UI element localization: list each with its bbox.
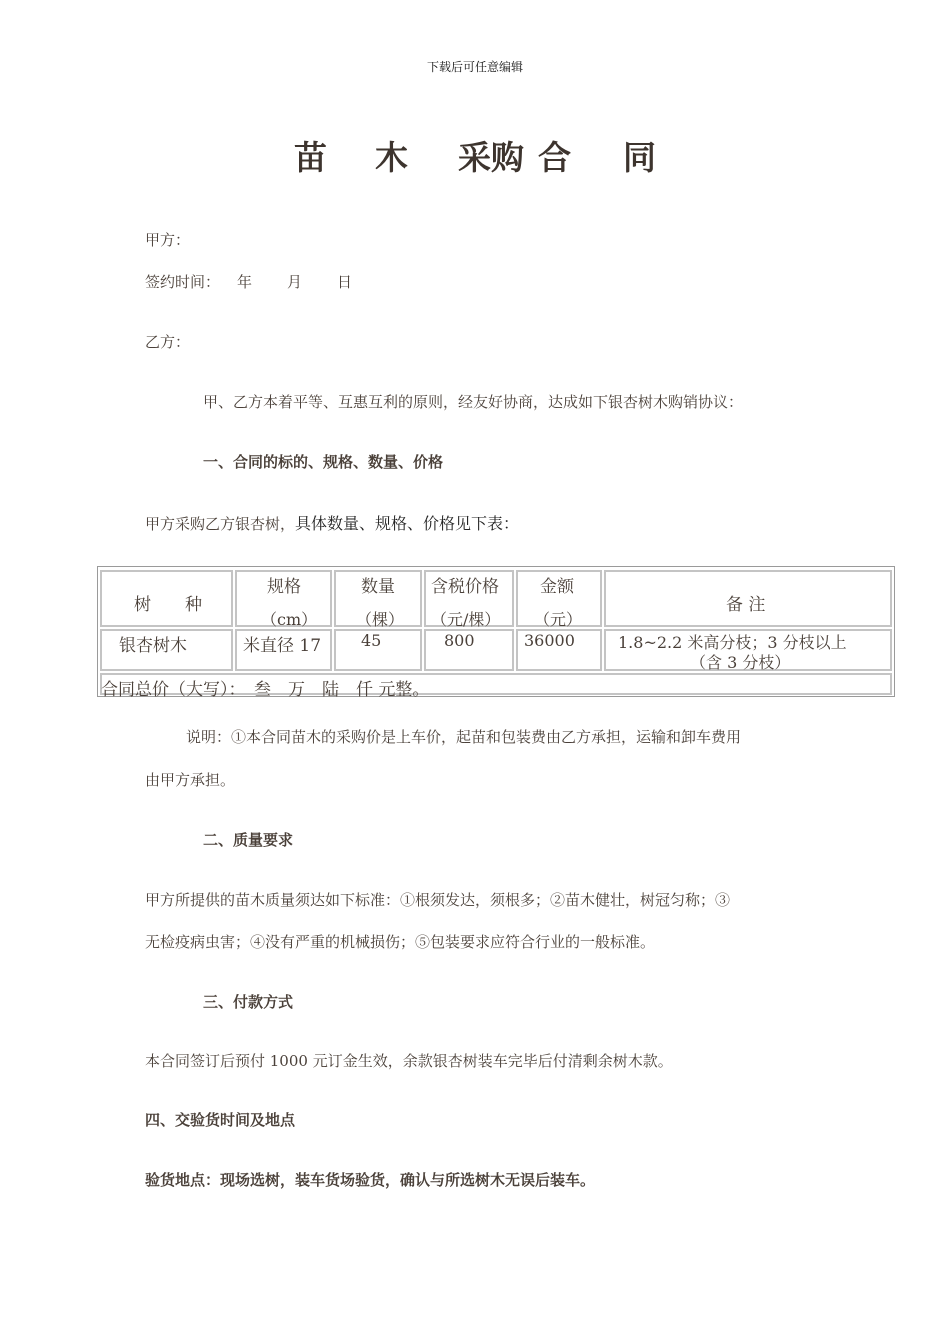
sign-time-day: 日 <box>337 273 353 291</box>
sign-time-year: 年 <box>237 273 253 291</box>
header-price-line2: （元/棵） <box>431 610 501 629</box>
cell-spec: 米直径 17 <box>243 636 322 656</box>
header-note: 下载后可任意编辑 <box>426 60 523 74</box>
quality-line-1: 甲方所提供的苗木质量须达如下标准：①根须发达，须根多；②苗木健壮，树冠匀称；③ <box>145 891 731 909</box>
header-amount-line1: 金额 <box>540 577 574 597</box>
payment-paragraph: 本合同签订后预付 1000 元订金生效，余款银杏树装车完毕后付清剩余树木款。 <box>145 1052 673 1070</box>
price-table <box>97 566 895 700</box>
header-qty-line1: 数量 <box>361 577 395 597</box>
title-char-2: 木 <box>375 138 408 177</box>
header-spec-line2: （cm） <box>261 610 318 629</box>
sign-time-label: 签约时间： <box>145 273 221 291</box>
party-b-label: 乙方： <box>145 333 191 351</box>
purchase-line <box>145 511 519 534</box>
header-qty-line2: （棵） <box>356 610 405 629</box>
page-title <box>0 132 950 179</box>
title-char-4: 合 <box>538 138 571 177</box>
cell-remark-line1: 1.8~2.2 米高分枝；3 分枝以上 <box>618 633 847 652</box>
header-remark: 备 注 <box>726 595 766 615</box>
cell-price: 800 <box>444 631 475 650</box>
header-species: 树 种 <box>134 595 202 615</box>
title-char-3: 采购 <box>458 138 524 177</box>
cell-remark-line2: （含 3 分枝） <box>690 653 791 672</box>
sign-time-month: 月 <box>287 273 303 291</box>
section-2-heading: 二、质量要求 <box>203 831 294 849</box>
title-char-5: 同 <box>623 138 656 177</box>
header-amount-line2: （元） <box>534 610 583 629</box>
header-price-line1: 含税价格 <box>431 577 499 597</box>
cell-amount: 36000 <box>524 631 575 650</box>
party-a-label: 甲方： <box>145 231 191 249</box>
note-line-1: 说明：①本合同苗木的采购价是上车价，起苗和包装费由乙方承担，运输和卸车费用 <box>186 728 742 746</box>
section-3-heading: 三、付款方式 <box>203 993 294 1011</box>
header-spec-line1: 规格 <box>267 577 301 597</box>
intro-paragraph: 甲、乙方本着平等、互惠互利的原则，经友好协商，达成如下银杏树木购销协议： <box>203 393 744 411</box>
purchase-line-part1: 甲方采购乙方银杏树， <box>145 515 296 533</box>
purchase-line-part2: 具体数量、规格、价格见下表： <box>295 514 520 533</box>
quality-line-2: 无检疫病虫害；④没有严重的机械损伤；⑤包装要求应符合行业的一般标准。 <box>145 933 656 951</box>
total-amount: 合同总价（大写）： 叁 万 陆 仟 元整。 <box>101 680 430 700</box>
section-4-heading: 四、交验货时间及地点 <box>145 1111 296 1129</box>
cell-qty: 45 <box>361 631 382 650</box>
title-char-1: 苗 <box>294 138 327 177</box>
inspection-paragraph: 验货地点：现场选树，装车货场验货，确认与所选树木无误后装车。 <box>145 1171 596 1189</box>
cell-species: 银杏树木 <box>119 636 187 656</box>
section-1-heading: 一、合同的标的、规格、数量、价格 <box>203 453 444 471</box>
note-line-2: 由甲方承担。 <box>145 771 236 789</box>
